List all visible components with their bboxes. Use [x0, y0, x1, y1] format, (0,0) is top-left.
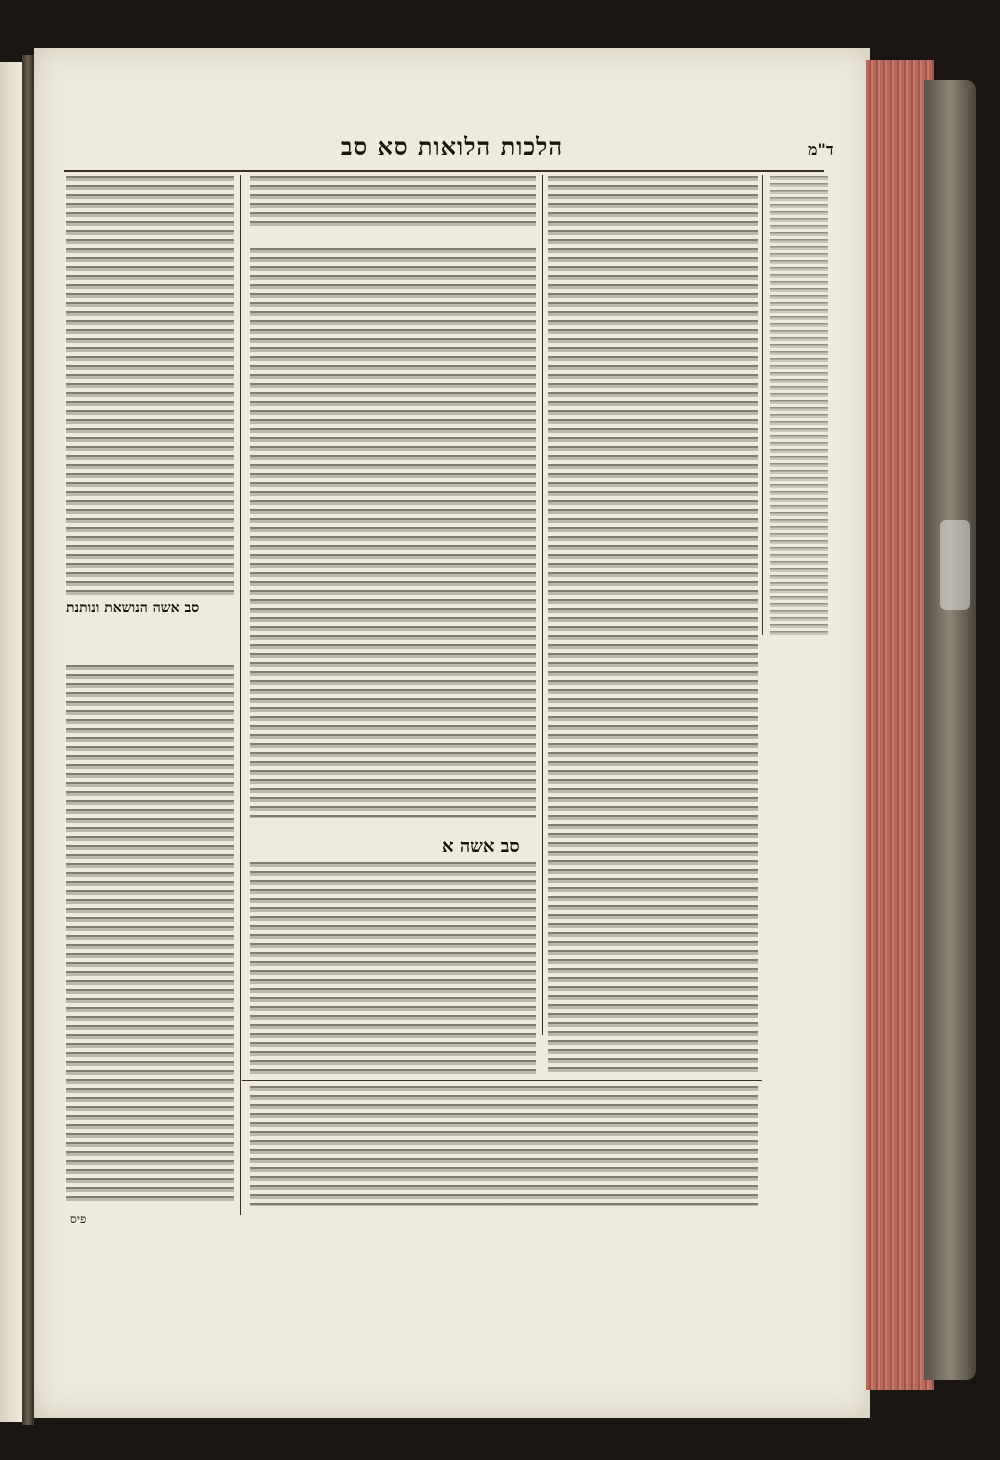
book-binding — [924, 80, 976, 1380]
book-gutter — [22, 55, 34, 1425]
section-heading-main: סב אשה א — [442, 836, 520, 857]
column-rule-1 — [240, 175, 241, 1215]
column-rule-2 — [542, 175, 543, 1035]
folio-number: ד"מ — [808, 140, 834, 159]
outer-margin-gloss — [770, 176, 828, 636]
left-page-edge — [0, 62, 22, 1422]
section-heading-side: סב אשה הנושאת ונותנת — [66, 600, 200, 616]
footer-rule — [242, 1080, 762, 1081]
running-head: הלכות הלואות סא סב — [340, 132, 564, 161]
main-text-body — [250, 248, 536, 818]
right-commentary-column — [548, 176, 758, 1076]
binding-label — [940, 520, 970, 610]
catchword: פיס — [70, 1212, 87, 1226]
left-commentary-upper — [66, 176, 234, 596]
main-text-lower — [250, 862, 536, 1074]
margin-rule — [762, 175, 763, 635]
bottom-commentary — [250, 1086, 758, 1206]
header-rule — [64, 170, 824, 172]
main-text-top — [250, 176, 536, 226]
left-commentary-lower — [66, 665, 234, 1205]
